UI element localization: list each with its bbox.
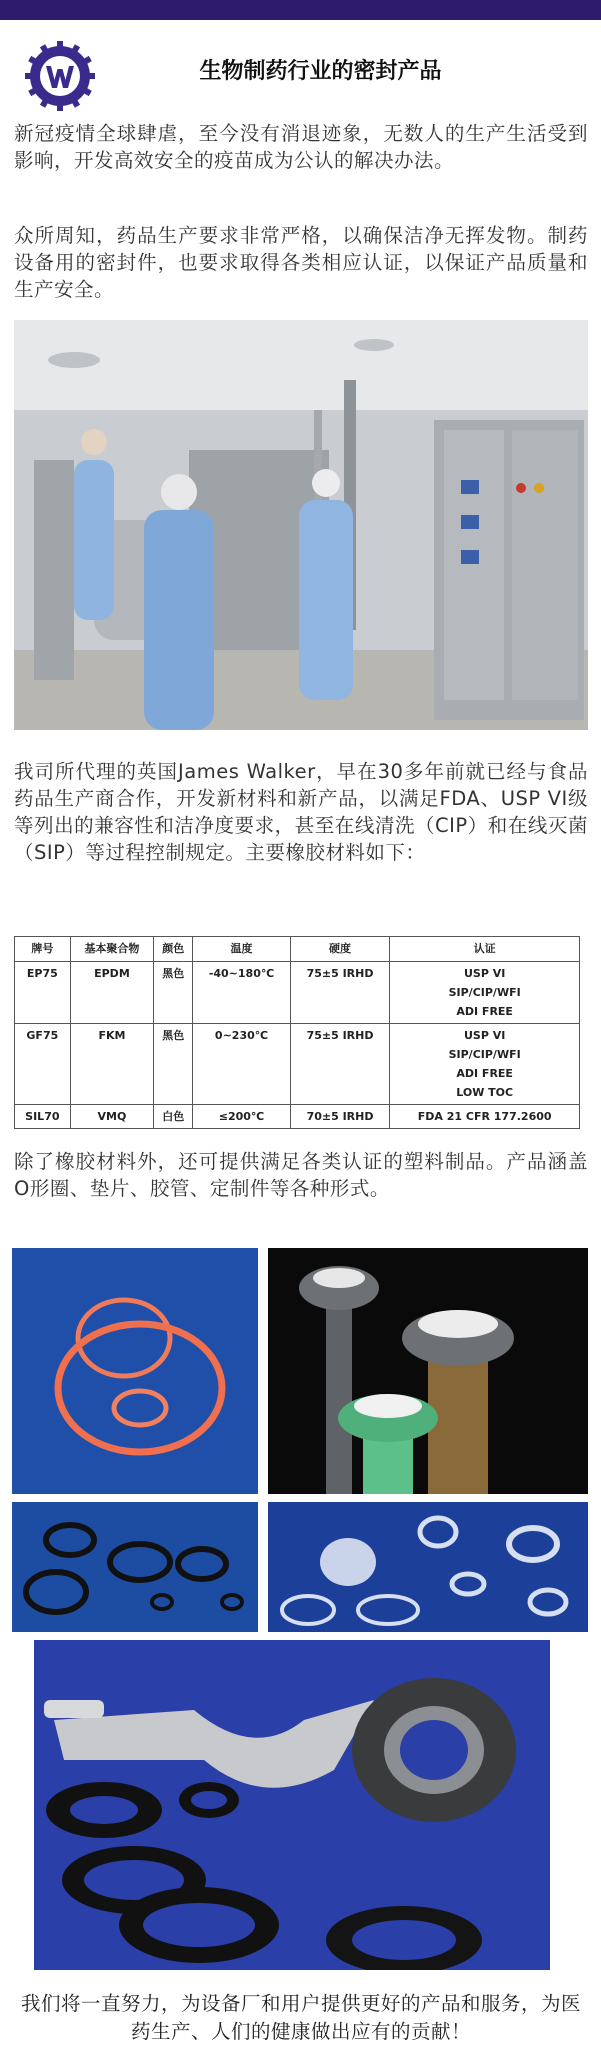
closing-statement: 我们将一直努力，为设备厂和用户提供更好的产品和服务，为医药生产、人们的健康做出应有的贡献！ <box>20 1992 581 2043</box>
col-header: 颜色 <box>154 937 193 962</box>
cell-polymer: EPDM <box>70 962 154 1024</box>
col-header: 认证 <box>390 937 580 962</box>
cert-item: ADI FREE <box>456 1005 513 1018</box>
page-title: 生物制药行业的密封产品 <box>199 59 442 84</box>
cell-color: 白色 <box>154 1105 193 1129</box>
cleanroom-photo <box>14 320 588 730</box>
cell-polymer: VMQ <box>70 1105 154 1129</box>
cell-grade: GF75 <box>15 1024 71 1105</box>
cell-certs <box>390 1105 580 1129</box>
cell-grade: EP75 <box>15 962 71 1024</box>
flange-gaskets-photo <box>268 1248 588 1494</box>
cell-color: 黑色 <box>154 1024 193 1105</box>
cert-item: SIP/CIP/WFI <box>448 1048 521 1061</box>
orange-orings-photo <box>12 1248 258 1494</box>
cell-grade: SIL70 <box>15 1105 71 1129</box>
intro-paragraph-3: 我司所代理的英国James Walker，早在30多年前就已经与食品药品生产商合作，开发新材料和新产品，以满足FDA、USP VI级等列出的兼容性和洁净度要求，甚至在线清洗（CIP）和在线灭菌（SIP）等过程控制规定。主要橡胶材料如下： <box>14 760 588 864</box>
clear-gaskets-photo <box>268 1502 588 1632</box>
col-header: 基本聚合物 <box>70 937 154 962</box>
cell-certs <box>390 1024 580 1105</box>
col-header: 牌号 <box>15 937 71 962</box>
cell-hardness: 75±5 IRHD <box>290 962 390 1024</box>
table-row <box>15 962 580 1024</box>
sanitary-clamps-photo <box>34 1640 550 1970</box>
table-header-row <box>15 937 580 962</box>
cell-certs <box>390 962 580 1024</box>
table-row <box>15 1024 580 1105</box>
cert-item: USP VI <box>463 967 506 980</box>
cell-hardness: 75±5 IRHD <box>290 1024 390 1105</box>
intro-paragraph-2: 众所周知，药品生产要求非常严格，以确保洁净无挥发物。制药设备用的密封件，也要求取得各类相应认证，以保证产品质量和生产安全。 <box>14 224 588 301</box>
black-orings-photo <box>12 1502 258 1632</box>
materials-table <box>14 936 580 1129</box>
cert-item: ADI FREE <box>456 1067 513 1080</box>
cell-temp: -40~180℃ <box>193 962 290 1024</box>
col-header: 硬度 <box>290 937 390 962</box>
cert-item: SIP/CIP/WFI <box>448 986 521 999</box>
cell-temp: 0~230℃ <box>193 1024 290 1105</box>
cert-item: LOW TOC <box>456 1086 514 1099</box>
cert-item: USP VI <box>463 1029 506 1042</box>
table-row <box>15 1105 580 1129</box>
top-bar <box>0 0 601 20</box>
cert-item: FDA 21 CFR 177.2600 <box>417 1110 552 1123</box>
cell-color: 黑色 <box>154 962 193 1024</box>
cell-hardness: 70±5 IRHD <box>290 1105 390 1129</box>
cell-polymer: FKM <box>70 1024 154 1105</box>
intro-paragraph-1: 新冠疫情全球肆虐，至今没有消退迹象，无数人的生产生活受到影响，开发高效安全的疫苗成为公认的解决办法。 <box>14 122 588 172</box>
cell-temp: ≤200℃ <box>193 1105 290 1129</box>
col-header: 温度 <box>193 937 290 962</box>
plastics-paragraph: 除了橡胶材料外，还可提供满足各类认证的塑料制品。产品涵盖O形圈、垫片、胶管、定制件等各种形式。 <box>14 1150 588 1200</box>
